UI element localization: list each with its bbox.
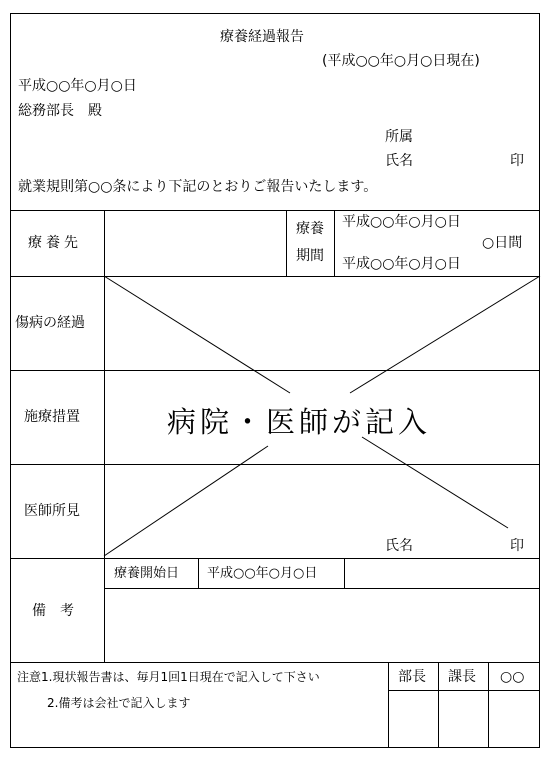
remarks-label: 備 考 [32,603,74,619]
department-label: 所属 [385,129,413,145]
diagonal-line-2a [350,276,540,393]
period-label-1: 療養 [296,221,324,237]
approval-head-2: 課長 [448,669,476,685]
diagonal-line-1a [104,276,290,393]
note-1: 注意1.現状報告書は、毎月1回1日現在で記入して下さい [17,670,320,684]
opinion-label: 医師所見 [24,503,80,519]
form-title: 療養経過報告 [220,29,304,45]
period-label-2: 期間 [296,248,324,264]
period-to: 平成○○年○月○日 [342,256,461,272]
doctor-seal-mark: 印 [510,538,524,554]
approval-head-1: 部長 [398,669,426,685]
diagonal-line-1b [362,437,508,528]
overlay-note: 病院・医師が記入 [167,405,432,439]
report-statement: 就業規則第○○条により下記のとおりご報告いたします。 [18,179,378,195]
doctor-name-label: 氏名 [385,538,413,554]
diagonal-line-2b [104,446,268,556]
place-label: 療養先 [28,235,82,251]
start-date-label: 療養開始日 [114,566,180,581]
seal-mark: 印 [510,153,524,169]
treatment-label: 施療措置 [24,409,80,425]
progress-label: 傷病の経過 [15,315,85,331]
report-date: 平成○○年○月○日 [18,78,137,94]
as-of-date: (平成○○年○月○日現在) [322,53,480,69]
start-date-value: 平成○○年○月○日 [207,566,318,581]
name-label: 氏名 [385,153,413,169]
period-from: 平成○○年○月○日 [342,214,461,230]
approval-head-3: ○○ [500,669,525,685]
addressee: 総務部長 殿 [18,103,102,119]
note-2: 2.備考は会社で記入します [47,696,191,710]
period-days: ○日間 [482,235,523,251]
